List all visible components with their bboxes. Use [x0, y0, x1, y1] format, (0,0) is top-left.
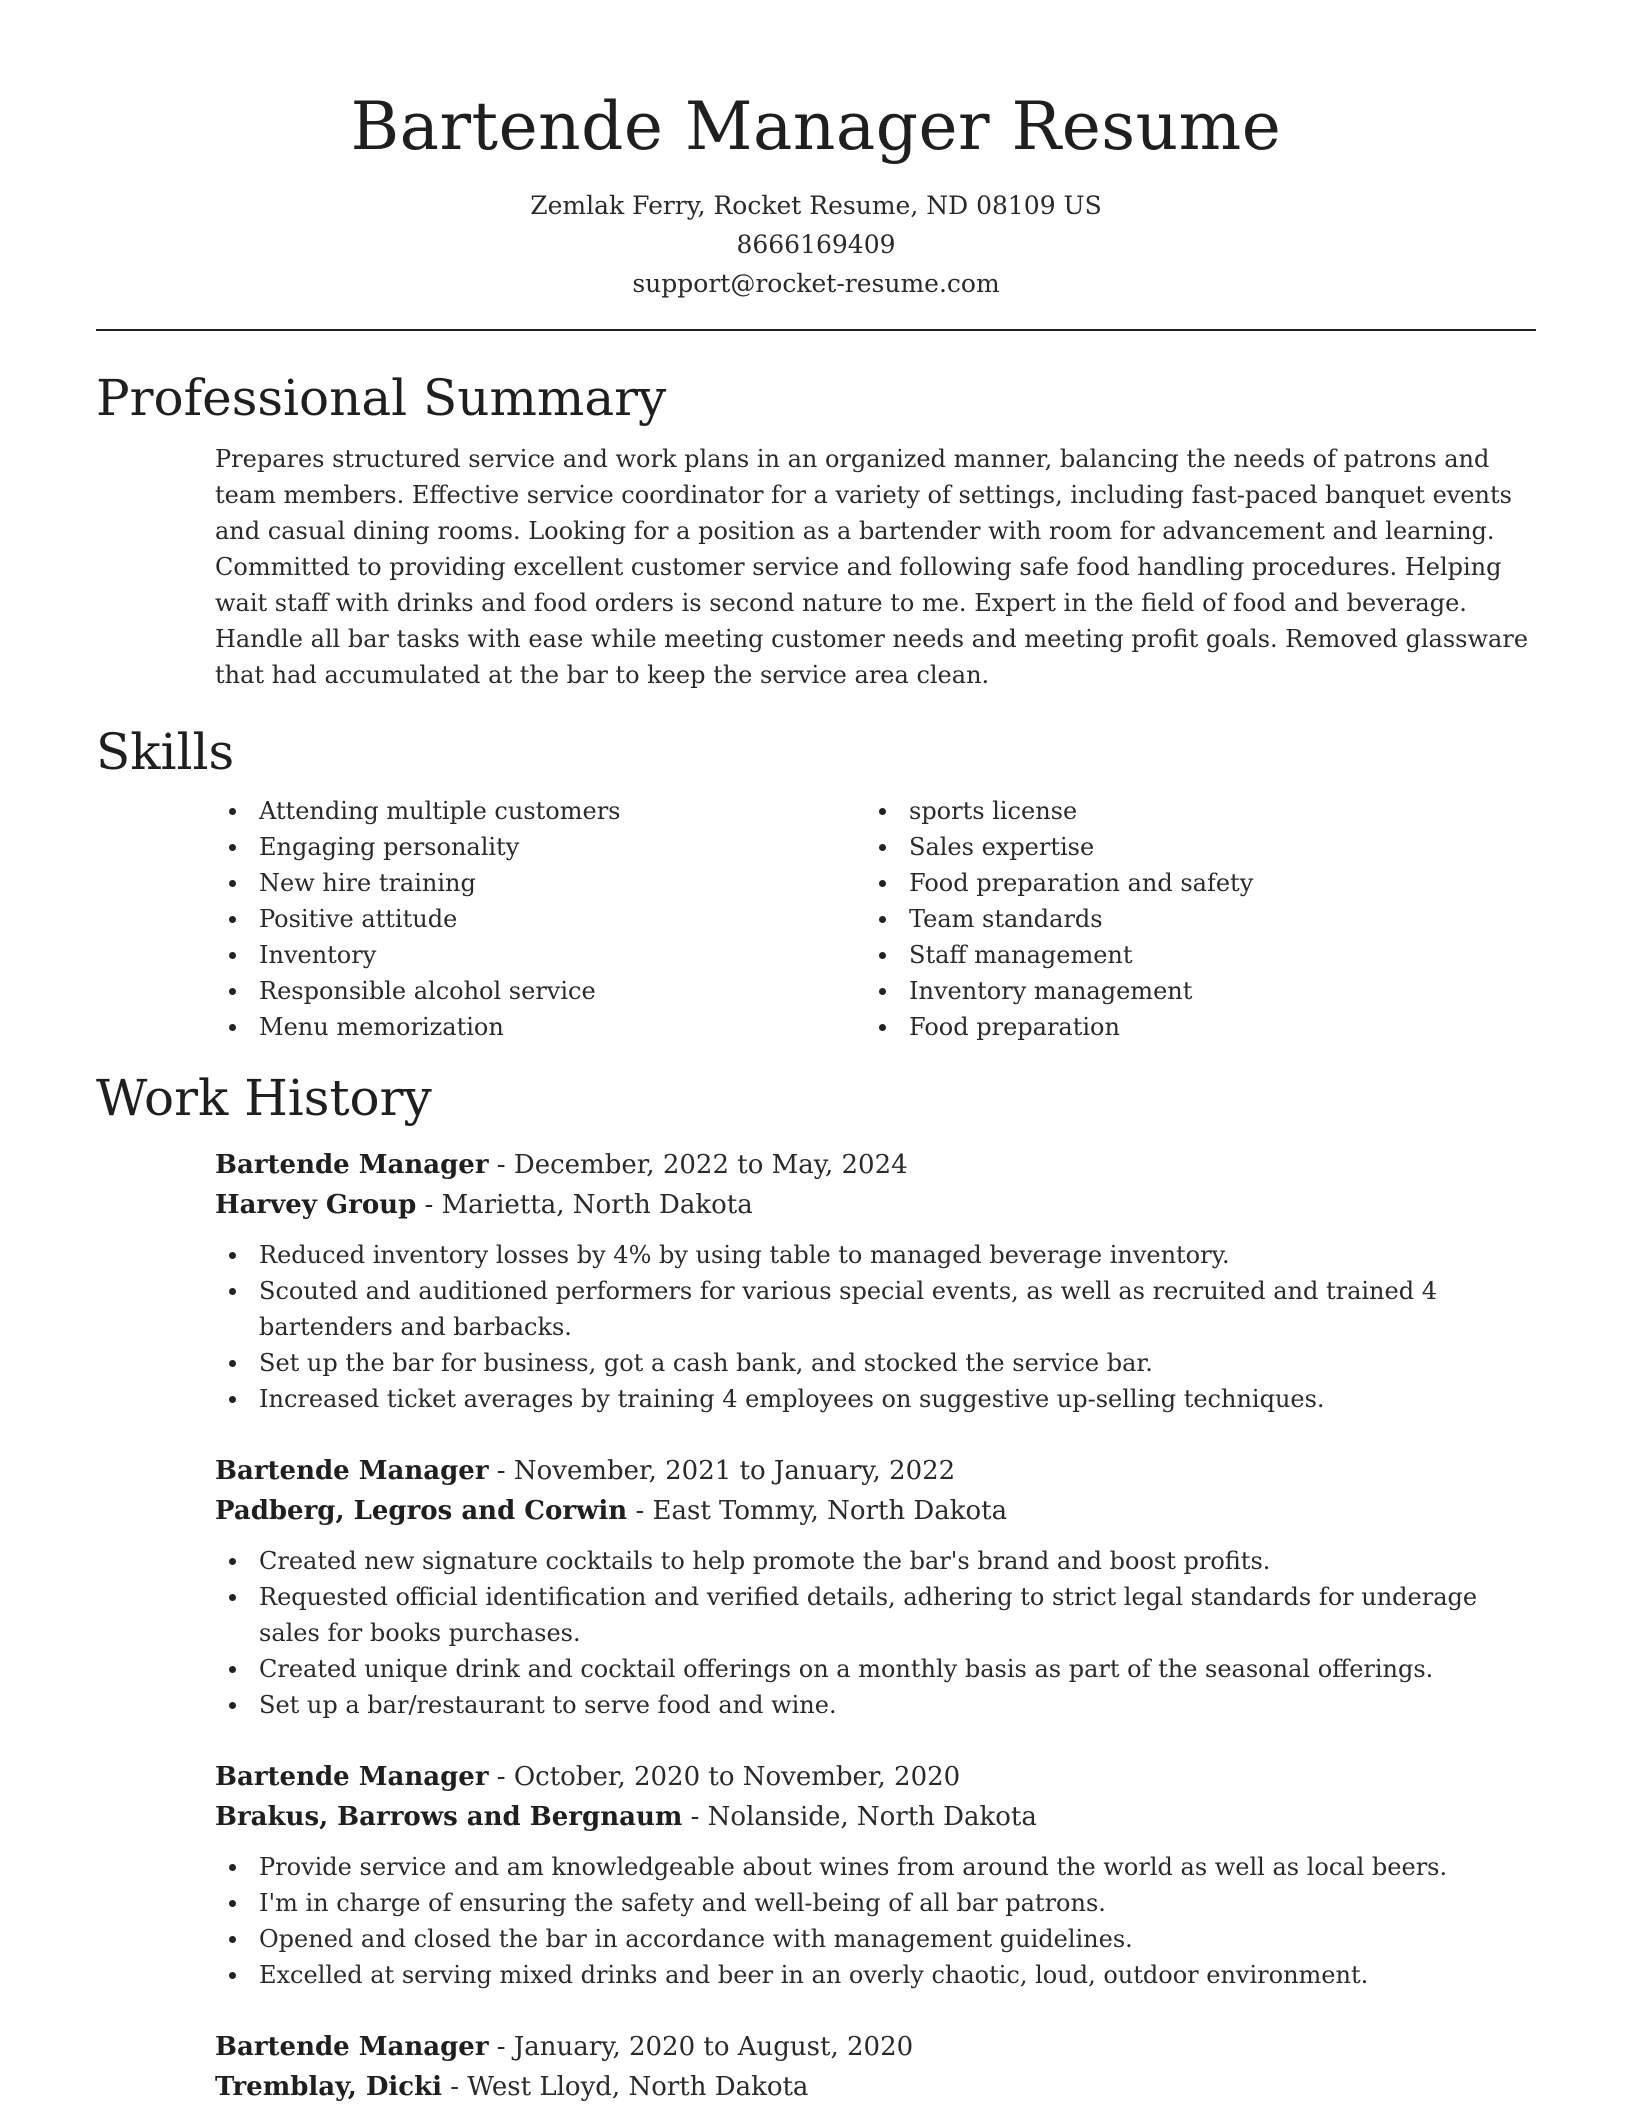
- duty-item: Scouted and auditioned performers for various special events, as well as recruited and trained 4 bartenders and barbacks.: [215, 1273, 1536, 1345]
- job-company-line: [215, 1797, 1536, 1837]
- job-company-line: [215, 1185, 1536, 1225]
- skill-item: Responsible alcohol service: [215, 973, 865, 1009]
- job-company: Harvey Group: [215, 1190, 417, 1220]
- skill-item: Attending multiple customers: [215, 793, 865, 829]
- job-entry: [215, 1451, 1536, 1723]
- job-company: Tremblay, Dicki: [215, 2072, 442, 2102]
- duty-item: Reduced inventory losses by 4% by using table to managed beverage inventory.: [215, 1237, 1536, 1273]
- skill-item: sports license: [865, 793, 1515, 829]
- summary-text: Prepares structured service and work plans in an organized manner, balancing the needs of patrons and team members. Effective service coordinator for a variety of settings, including fast-paced banquet events and casual dining rooms. Looking for a position as a bartender with room for advancement and learning. Committed to providing excellent customer service and following safe food handling procedures. Helping wait staff with drinks and food orders is second nature to me. Expert in the field of food and beverage. Handle all bar tasks with ease while meeting customer needs and meeting profit goals. Removed glassware that had accumulated at the bar to keep the service area clean.: [215, 445, 1529, 689]
- skills-grid: [215, 793, 1536, 1045]
- address: Zemlak Ferry, Rocket Resume, ND 08109 US: [530, 191, 1102, 220]
- job-role-line: [215, 1145, 1536, 1185]
- job-dates: - December, 2022 to May, 2024: [488, 1150, 908, 1180]
- skill-item: Food preparation and safety: [865, 865, 1515, 901]
- duty-item: Opened and closed the bar in accordance with management guidelines.: [215, 1921, 1536, 1957]
- job-company-line: [215, 1491, 1536, 1531]
- job-entry: [215, 1757, 1536, 1993]
- job-company-line: [215, 2067, 1536, 2107]
- contact-info: [96, 186, 1536, 303]
- job-role: Bartende Manager: [215, 1762, 489, 1792]
- skill-item: Inventory management: [865, 973, 1515, 1009]
- skill-item: Staff management: [865, 937, 1515, 973]
- job-duties: [215, 1849, 1536, 1993]
- duty-item: Requested official identification and verified details, adhering to strict legal standards for underage sales for books purchases.: [215, 1579, 1536, 1651]
- job-location: - Marietta, North Dakota: [416, 1190, 753, 1220]
- skill-item: Inventory: [215, 937, 865, 973]
- skill-item: Positive attitude: [215, 901, 865, 937]
- duty-item: Set up the bar for business, got a cash bank, and stocked the service bar.: [215, 1345, 1536, 1381]
- skills-column-left: [215, 793, 865, 1045]
- job-role-line: [215, 1451, 1536, 1491]
- skill-item: Food preparation: [865, 1009, 1515, 1045]
- phone: 8666169409: [736, 230, 896, 259]
- job-entry: [215, 2027, 1536, 2107]
- skill-item: Team standards: [865, 901, 1515, 937]
- email: support@rocket-resume.com: [632, 269, 1000, 298]
- skill-item: Menu memorization: [215, 1009, 865, 1045]
- job-duties: [215, 1237, 1536, 1417]
- resume-title: Bartende Manager Resume: [350, 88, 1282, 165]
- job-role: Bartende Manager: [215, 1150, 489, 1180]
- skill-item: Sales expertise: [865, 829, 1515, 865]
- duty-item: Increased ticket averages by training 4 employees on suggestive up-selling techniques.: [215, 1381, 1536, 1417]
- work-history-heading: Work History: [96, 1069, 432, 1127]
- skills-heading: Skills: [96, 723, 235, 781]
- job-role-line: [215, 1757, 1536, 1797]
- job-location: - West Lloyd, North Dakota: [441, 2072, 809, 2102]
- resume-header: [96, 0, 1536, 303]
- summary-heading: Professional Summary: [96, 369, 667, 427]
- duty-item: Created new signature cocktails to help promote the bar's brand and boost profits.: [215, 1543, 1536, 1579]
- job-dates: - October, 2020 to November, 2020: [488, 1762, 961, 1792]
- duty-item: Set up a bar/restaurant to serve food and wine.: [215, 1687, 1536, 1723]
- duty-item: Created unique drink and cocktail offerings on a monthly basis as part of the seasonal offerings.: [215, 1651, 1536, 1687]
- duty-item: Provide service and am knowledgeable about wines from around the world as well as local beers.: [215, 1849, 1536, 1885]
- job-role: Bartende Manager: [215, 2032, 489, 2062]
- duty-item: I'm in charge of ensuring the safety and well-being of all bar patrons.: [215, 1885, 1536, 1921]
- job-company: Brakus, Barrows and Bergnaum: [215, 1802, 683, 1832]
- job-dates: - November, 2021 to January, 2022: [488, 1456, 956, 1486]
- duty-item: Excelled at serving mixed drinks and beer in an overly chaotic, loud, outdoor environment.: [215, 1957, 1536, 1993]
- skills-column-right: [865, 793, 1515, 1045]
- job-role-line: [215, 2027, 1536, 2067]
- job-dates: - January, 2020 to August, 2020: [488, 2032, 914, 2062]
- job-duties: [215, 1543, 1536, 1723]
- skill-item: Engaging personality: [215, 829, 865, 865]
- job-company: Padberg, Legros and Corwin: [215, 1496, 628, 1526]
- job-role: Bartende Manager: [215, 1456, 489, 1486]
- skill-item: New hire training: [215, 865, 865, 901]
- job-location: - East Tommy, North Dakota: [627, 1496, 1008, 1526]
- resume-page: [96, 0, 1536, 2107]
- job-location: - Nolanside, North Dakota: [682, 1802, 1037, 1832]
- job-entry: [215, 1145, 1536, 1417]
- header-divider: [96, 329, 1536, 331]
